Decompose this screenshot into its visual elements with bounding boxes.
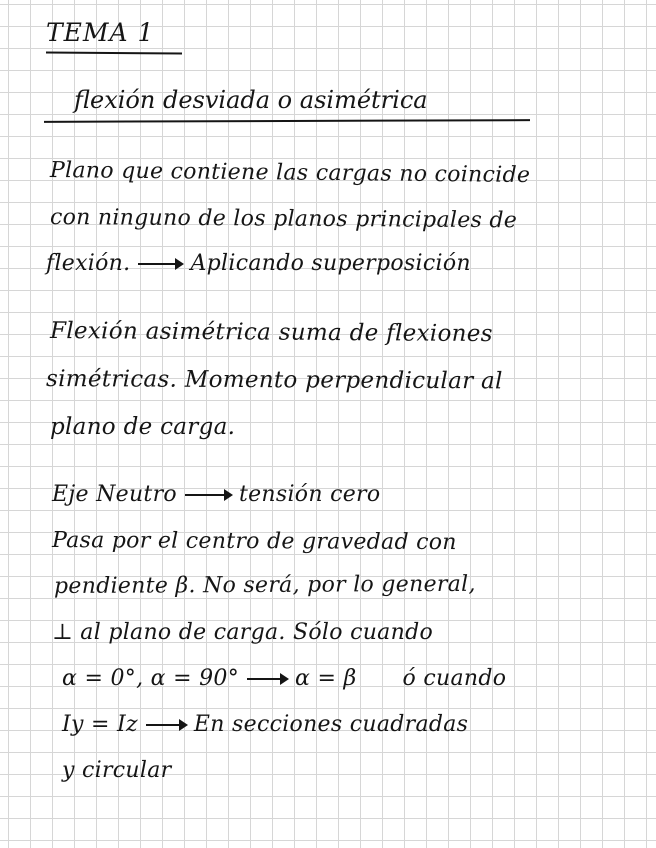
right-arrow-icon (247, 678, 287, 680)
square-sections-label: En secciones cuadradas (193, 712, 469, 737)
text-line-10: ⊥ al plano de carga. Sólo cuando (52, 620, 433, 645)
text-line-3 (46, 251, 471, 276)
subtitle-underline (44, 119, 530, 123)
text-line-4: Flexión asimétrica suma de flexiones (49, 318, 493, 348)
text-line-13: y circular (62, 758, 172, 783)
text-line-7 (52, 482, 380, 507)
right-arrow-icon (146, 724, 186, 726)
text-line-2: con ninguno de los planos principales de (49, 205, 518, 234)
angle-equality: α = β (295, 666, 357, 691)
text-line-3-end: Aplicando superposición (190, 251, 471, 276)
text-line-9: pendiente β. No será, por lo general, (53, 571, 476, 599)
neutral-axis-label: Eje Neutro (52, 482, 177, 507)
right-arrow-icon (185, 494, 231, 496)
section-subtitle: flexión desviada o asimétrica (74, 86, 428, 114)
text-line-5: simétricas. Momento perpendicular al (45, 366, 503, 395)
inertia-equality: Iy = Iz (62, 712, 138, 737)
text-line-1: Plano que contiene las cargas no coincide (49, 158, 531, 189)
text-line-8: Pasa por el centro de gravedad con (51, 528, 457, 556)
zero-stress-label: tensión cero (238, 482, 381, 507)
or-when-label: ó cuando (402, 666, 507, 691)
text-line-3-start: flexión. (46, 251, 131, 276)
right-arrow-icon (138, 263, 182, 265)
angle-condition: α = 0°, α = 90° (62, 666, 240, 691)
text-line-11 (62, 666, 506, 691)
text-line-12 (62, 712, 468, 737)
page-title: TEMA 1 (46, 18, 155, 47)
title-underline (46, 52, 182, 55)
text-line-6: plano de carga. (50, 414, 236, 440)
